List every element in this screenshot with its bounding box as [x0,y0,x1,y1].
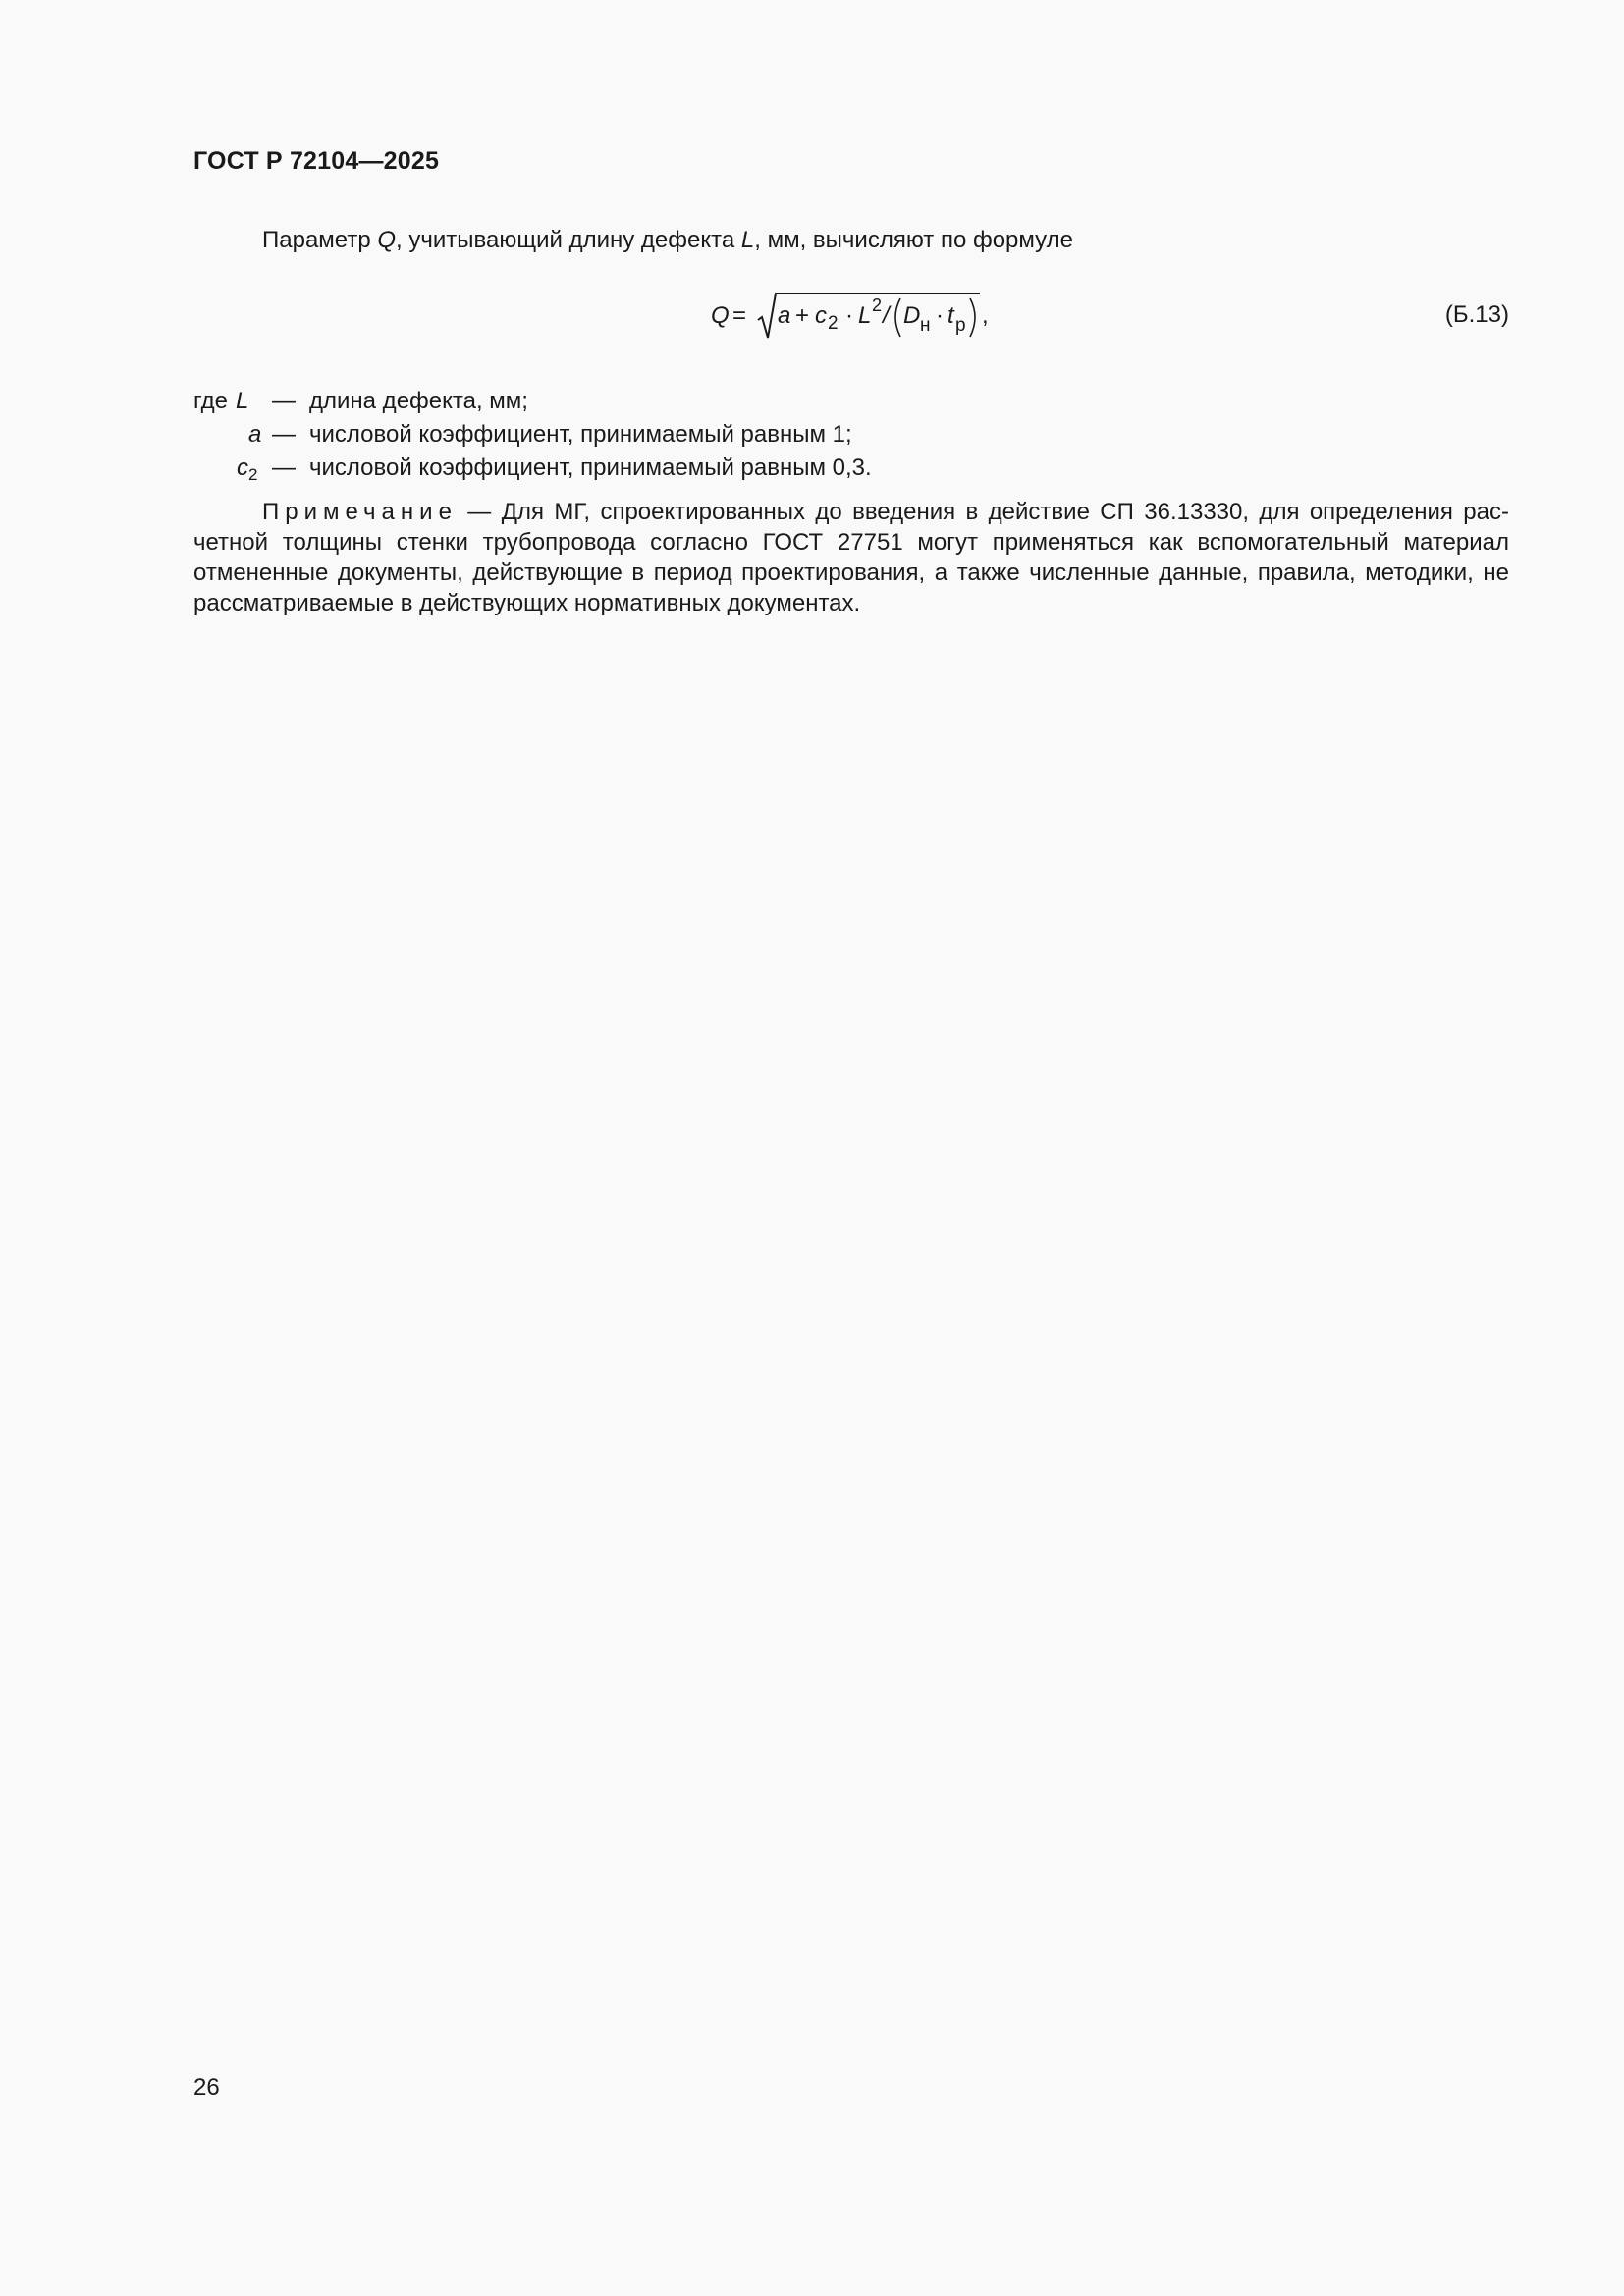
formula-a: a [778,302,791,329]
definition-symbol-base: c [237,454,248,481]
formula-comma: , [982,302,989,329]
definition-symbol-subscript: 2 [248,465,258,484]
formula-equals: = [732,302,747,329]
definition-symbol: L [236,388,249,414]
formula-row [193,288,1509,347]
formula-dot-1: · [845,302,853,329]
definition-symbol: a [248,421,262,448]
intro-symbol-l: L [740,227,755,253]
intro-text-1: Параметр [262,227,378,253]
definition-dash: — [272,388,296,414]
formula-c: c [815,302,827,329]
note-label: Примечание [262,499,458,525]
formula-t: t [947,302,954,329]
definition-dash: — [272,421,296,448]
note-text: — Для МГ, спроектированных до введения в действие СП 36.13330, для определения расчетной толщины стенки трубопровода согласно ГОСТ 27751 могут применяться как вспомогательный материал отмененные документы, действующие в период проектирования, а также численные данные, правила, методики, не рассматриваемые в действующих нормативных документах. [193,499,1509,616]
formula-c-subscript: 2 [828,313,839,334]
formula-number: (Б.13) [1444,301,1509,328]
formula-b13 [711,288,1005,347]
formula-l: L [858,302,872,329]
formula-lhs-q: Q [711,302,730,329]
right-paren [970,298,975,337]
formula-d-subscript: н [920,315,931,336]
formula-t-subscript: р [955,315,966,336]
definition-text: длина дефекта, мм; [309,388,528,414]
definition-symbol [237,454,257,482]
definition-text: числовой коэффициент, принимаемый равным 0,3. [309,454,872,481]
formula-d: D [903,302,921,329]
formula-dot-2: · [936,302,944,329]
formula-slash: / [883,302,890,329]
formula-intro-paragraph [262,227,1073,254]
intro-symbol-q: Q [377,227,397,253]
definition-dash: — [272,454,296,481]
definition-text: числовой коэффициент, принимаемый равным 1; [309,421,852,448]
where-word: где [193,388,229,414]
left-paren [895,298,900,337]
page-number: 26 [193,2074,220,2101]
formula-l-superscript: 2 [872,295,883,315]
intro-text-3: , мм, вычисляют по формуле [754,227,1073,253]
document-header: ГОСТ Р 72104—2025 [193,147,440,175]
intro-text-2: , учитывающий длину дефекта [396,227,741,253]
note-paragraph [193,497,1509,618]
formula-plus: + [795,302,810,329]
